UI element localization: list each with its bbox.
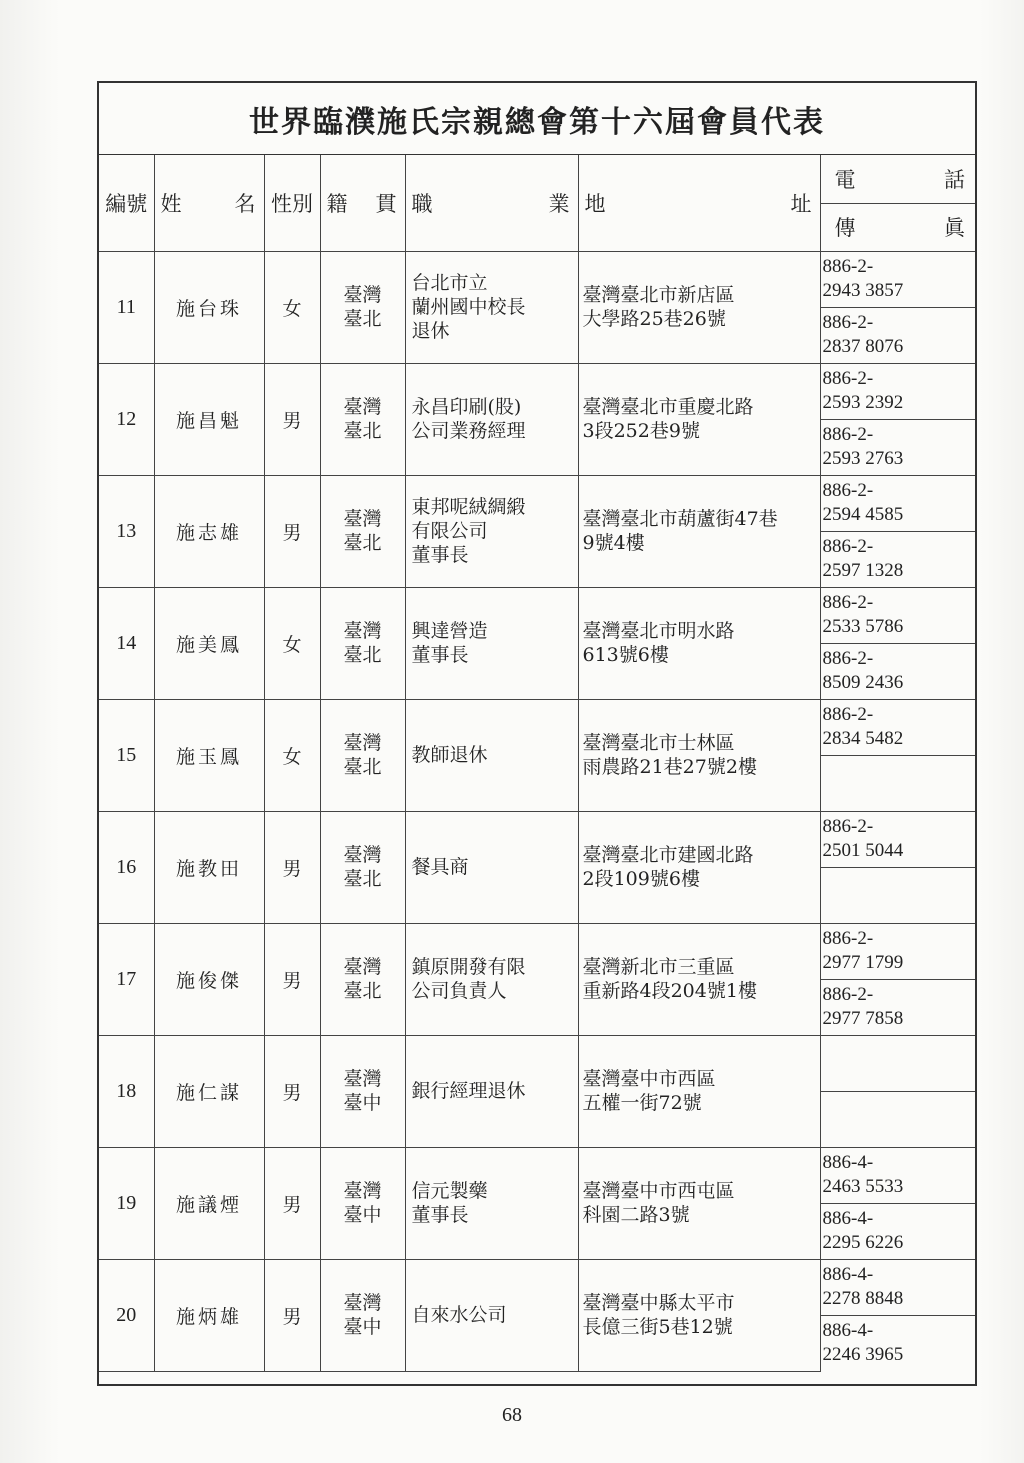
phone-line: 886-2- [822, 928, 874, 949]
member-occupation [405, 1147, 578, 1259]
header-address-a: 地 [584, 191, 606, 216]
header-origin-a: 籍 [326, 191, 348, 216]
address-line: 臺灣臺中市西區 [582, 1068, 716, 1090]
phone-line: 2533 5786 [822, 616, 904, 637]
fax-line: 2246 3965 [822, 1344, 904, 1366]
occupation-line: 退休 [411, 320, 450, 342]
member-origin [320, 1147, 405, 1259]
phone-line: 886-4- [822, 1152, 874, 1173]
occupation-line: 餐具商 [411, 856, 469, 878]
member-gender: 男 [264, 1259, 320, 1371]
phone-line: 2593 2392 [822, 392, 904, 413]
member-number: 18 [99, 1035, 154, 1147]
phone-line: 2501 5044 [822, 840, 904, 861]
member-gender: 女 [264, 251, 320, 363]
fax-line: 886-2- [822, 536, 874, 557]
occupation-line: 信元製藥 [411, 1180, 488, 1202]
phone-line: 886-2- [822, 368, 874, 389]
member-fax [820, 1315, 975, 1371]
member-address [578, 811, 820, 923]
member-phone [820, 1147, 975, 1203]
member-occupation [405, 811, 578, 923]
phone-line: 886-2- [822, 256, 874, 277]
phone-line: 2594 4585 [822, 504, 904, 525]
fax-line: 886-2- [822, 984, 874, 1005]
fax-line: 886-2- [822, 648, 874, 669]
member-gender: 男 [264, 1147, 320, 1259]
address-line: 長億三街5巷12號 [582, 1316, 733, 1338]
fax-line: 2977 7858 [822, 1008, 904, 1029]
address-line: 臺灣臺中市西屯區 [582, 1180, 735, 1202]
member-phone [820, 475, 975, 531]
member-number: 14 [99, 587, 154, 699]
address-line: 613號6樓 [582, 644, 669, 666]
member-address [578, 363, 820, 475]
member-origin [320, 1035, 405, 1147]
origin-line: 臺灣 [343, 284, 382, 306]
address-line: 大學路25巷26號 [582, 308, 726, 330]
member-fax [820, 867, 975, 923]
occupation-line: 公司負責人 [411, 980, 507, 1002]
header-fax [820, 203, 975, 251]
header-occupation-b: 業 [548, 191, 570, 216]
occupation-line: 蘭州國中校長 [411, 296, 526, 318]
phone-line: 2278 8848 [822, 1288, 904, 1309]
origin-line: 臺北 [343, 644, 382, 666]
member-fax [820, 419, 975, 475]
member-number: 11 [99, 251, 154, 363]
member-origin [320, 587, 405, 699]
member-name: 施炳雄 [154, 1259, 264, 1371]
member-phone [820, 363, 975, 419]
member-name: 施仁謀 [154, 1035, 264, 1147]
member-occupation [405, 699, 578, 811]
member-occupation [405, 251, 578, 363]
address-line: 臺灣臺北市建國北路 [582, 844, 754, 866]
member-origin [320, 363, 405, 475]
phone-line: 2463 5533 [822, 1176, 904, 1197]
occupation-line: 自來水公司 [411, 1304, 507, 1326]
member-occupation [405, 923, 578, 1035]
member-address [578, 251, 820, 363]
occupation-line: 董事長 [411, 1204, 469, 1226]
origin-line: 臺北 [343, 532, 382, 554]
header-gender: 性別 [264, 155, 320, 251]
header-phone-a: 電 [834, 167, 856, 192]
member-phone [820, 699, 975, 755]
table-row [99, 1147, 975, 1203]
member-occupation [405, 475, 578, 587]
table-row [99, 1259, 975, 1315]
member-occupation [405, 1035, 578, 1147]
header-origin-b: 貫 [375, 191, 397, 216]
member-phone [820, 251, 975, 307]
member-phone [820, 587, 975, 643]
member-table [99, 155, 975, 1372]
fax-line: 2593 2763 [822, 448, 904, 469]
member-origin [320, 699, 405, 811]
address-line: 五權一街72號 [582, 1092, 702, 1114]
origin-line: 臺灣 [343, 1292, 382, 1314]
header-occupation [405, 155, 578, 251]
member-fax [820, 643, 975, 699]
header-name-b: 名 [234, 191, 256, 216]
table-row [99, 811, 975, 867]
phone-line: 886-4- [822, 1264, 874, 1285]
header-phone-b: 話 [944, 167, 965, 192]
member-address [578, 475, 820, 587]
member-gender: 女 [264, 699, 320, 811]
header-address-b: 址 [790, 191, 812, 216]
header-fax-b: 眞 [944, 216, 965, 240]
header-address [578, 155, 820, 251]
occupation-line: 興達營造 [411, 620, 488, 642]
origin-line: 臺灣 [343, 396, 382, 418]
member-fax [820, 1203, 975, 1259]
table-row [99, 1035, 975, 1091]
member-occupation [405, 363, 578, 475]
address-line: 雨農路21巷27號2樓 [582, 756, 757, 778]
origin-line: 臺北 [343, 420, 382, 442]
address-line: 臺灣臺北市士林區 [582, 732, 735, 754]
address-line: 臺灣臺北市明水路 [582, 620, 735, 642]
table-row [99, 363, 975, 419]
member-name: 施俊傑 [154, 923, 264, 1035]
address-line: 臺灣臺中縣太平市 [582, 1292, 735, 1314]
member-origin [320, 1259, 405, 1371]
member-phone [820, 1259, 975, 1315]
fax-line: 2295 6226 [822, 1232, 904, 1253]
address-line: 3段252巷9號 [582, 420, 700, 442]
occupation-line: 台北市立 [411, 272, 488, 294]
occupation-line: 永昌印刷(股) [411, 396, 522, 418]
header-number: 編號 [99, 155, 154, 251]
member-fax [820, 531, 975, 587]
member-fax [820, 307, 975, 363]
member-number: 12 [99, 363, 154, 475]
phone-line: 886-2- [822, 704, 874, 725]
origin-line: 臺灣 [343, 620, 382, 642]
phone-line: 2977 1799 [822, 952, 904, 973]
member-address [578, 1259, 820, 1371]
table-row [99, 475, 975, 531]
member-name: 施志雄 [154, 475, 264, 587]
member-name: 施台珠 [154, 251, 264, 363]
member-gender: 女 [264, 587, 320, 699]
member-fax [820, 1091, 975, 1147]
member-name: 施昌魁 [154, 363, 264, 475]
origin-line: 臺灣 [343, 508, 382, 530]
origin-line: 臺灣 [343, 956, 382, 978]
member-origin [320, 811, 405, 923]
address-line: 科園二路3號 [582, 1204, 690, 1226]
member-origin [320, 251, 405, 363]
fax-line: 886-2- [822, 424, 874, 445]
member-occupation [405, 587, 578, 699]
table-row [99, 251, 975, 307]
member-name: 施美鳳 [154, 587, 264, 699]
member-number: 15 [99, 699, 154, 811]
phone-line: 2834 5482 [822, 728, 904, 749]
phone-line: 886-2- [822, 480, 874, 501]
member-phone [820, 1035, 975, 1091]
member-name: 施議煙 [154, 1147, 264, 1259]
table-row [99, 923, 975, 979]
origin-line: 臺灣 [343, 844, 382, 866]
origin-line: 臺中 [343, 1204, 382, 1226]
member-origin [320, 923, 405, 1035]
member-number: 13 [99, 475, 154, 587]
member-name: 施教田 [154, 811, 264, 923]
origin-line: 臺中 [343, 1092, 382, 1114]
member-number: 20 [99, 1259, 154, 1371]
fax-line: 886-4- [822, 1320, 874, 1342]
member-name: 施玉鳳 [154, 699, 264, 811]
fax-line: 8509 2436 [822, 672, 904, 693]
roster-frame [97, 81, 977, 1386]
header-row-top [99, 155, 975, 203]
header-fax-a: 傳 [834, 216, 856, 240]
member-number: 19 [99, 1147, 154, 1259]
table-row [99, 587, 975, 643]
address-line: 臺灣新北市三重區 [582, 956, 735, 978]
member-gender: 男 [264, 811, 320, 923]
member-origin [320, 475, 405, 587]
phone-line: 886-2- [822, 592, 874, 613]
page-number: 68 [502, 1404, 522, 1426]
member-gender: 男 [264, 1035, 320, 1147]
address-line: 臺灣臺北市新店區 [582, 284, 735, 306]
origin-line: 臺灣 [343, 1180, 382, 1202]
occupation-line: 公司業務經理 [411, 420, 526, 442]
origin-line: 臺北 [343, 980, 382, 1002]
fax-line: 886-4- [822, 1208, 874, 1229]
member-address [578, 587, 820, 699]
origin-line: 臺北 [343, 308, 382, 330]
member-fax [820, 755, 975, 811]
header-occupation-a: 職 [411, 191, 433, 216]
occupation-line: 銀行經理退休 [411, 1080, 526, 1102]
member-address [578, 1147, 820, 1259]
phone-line: 2943 3857 [822, 280, 904, 301]
member-address [578, 699, 820, 811]
member-phone [820, 811, 975, 867]
origin-line: 臺北 [343, 756, 382, 778]
header-name-a: 姓 [160, 191, 182, 216]
occupation-line: 教師退休 [411, 744, 488, 766]
member-gender: 男 [264, 363, 320, 475]
origin-line: 臺灣 [343, 1068, 382, 1090]
header-origin [320, 155, 405, 251]
member-address [578, 923, 820, 1035]
member-occupation [405, 1259, 578, 1371]
occupation-line: 董事長 [411, 544, 469, 566]
phone-line: 886-2- [822, 816, 874, 837]
member-gender: 男 [264, 923, 320, 1035]
origin-line: 臺中 [343, 1316, 382, 1338]
occupation-line: 董事長 [411, 644, 469, 666]
origin-line: 臺北 [343, 868, 382, 890]
member-rows [99, 251, 975, 1371]
address-line: 臺灣臺北市葫蘆街47巷 [582, 508, 778, 530]
member-number: 17 [99, 923, 154, 1035]
header-phone [820, 155, 975, 203]
occupation-line: 東邦呢絨綢緞 [411, 496, 526, 518]
address-line: 重新路4段204號1樓 [582, 980, 757, 1002]
member-gender: 男 [264, 475, 320, 587]
origin-line: 臺灣 [343, 732, 382, 754]
occupation-line: 鎮原開發有限 [411, 956, 526, 978]
page-title: 世界臨濮施氏宗親總會第十六屆會員代表 [99, 83, 975, 155]
member-fax [820, 979, 975, 1035]
member-phone [820, 923, 975, 979]
member-address [578, 1035, 820, 1147]
fax-line: 2837 8076 [822, 336, 904, 357]
fax-line: 886-2- [822, 312, 874, 333]
fax-line: 2597 1328 [822, 560, 904, 581]
table-row [99, 699, 975, 755]
address-line: 2段109號6樓 [582, 868, 700, 890]
occupation-line: 有限公司 [411, 520, 488, 542]
address-line: 臺灣臺北市重慶北路 [582, 396, 754, 418]
header-name [154, 155, 264, 251]
member-number: 16 [99, 811, 154, 923]
address-line: 9號4樓 [582, 532, 645, 554]
